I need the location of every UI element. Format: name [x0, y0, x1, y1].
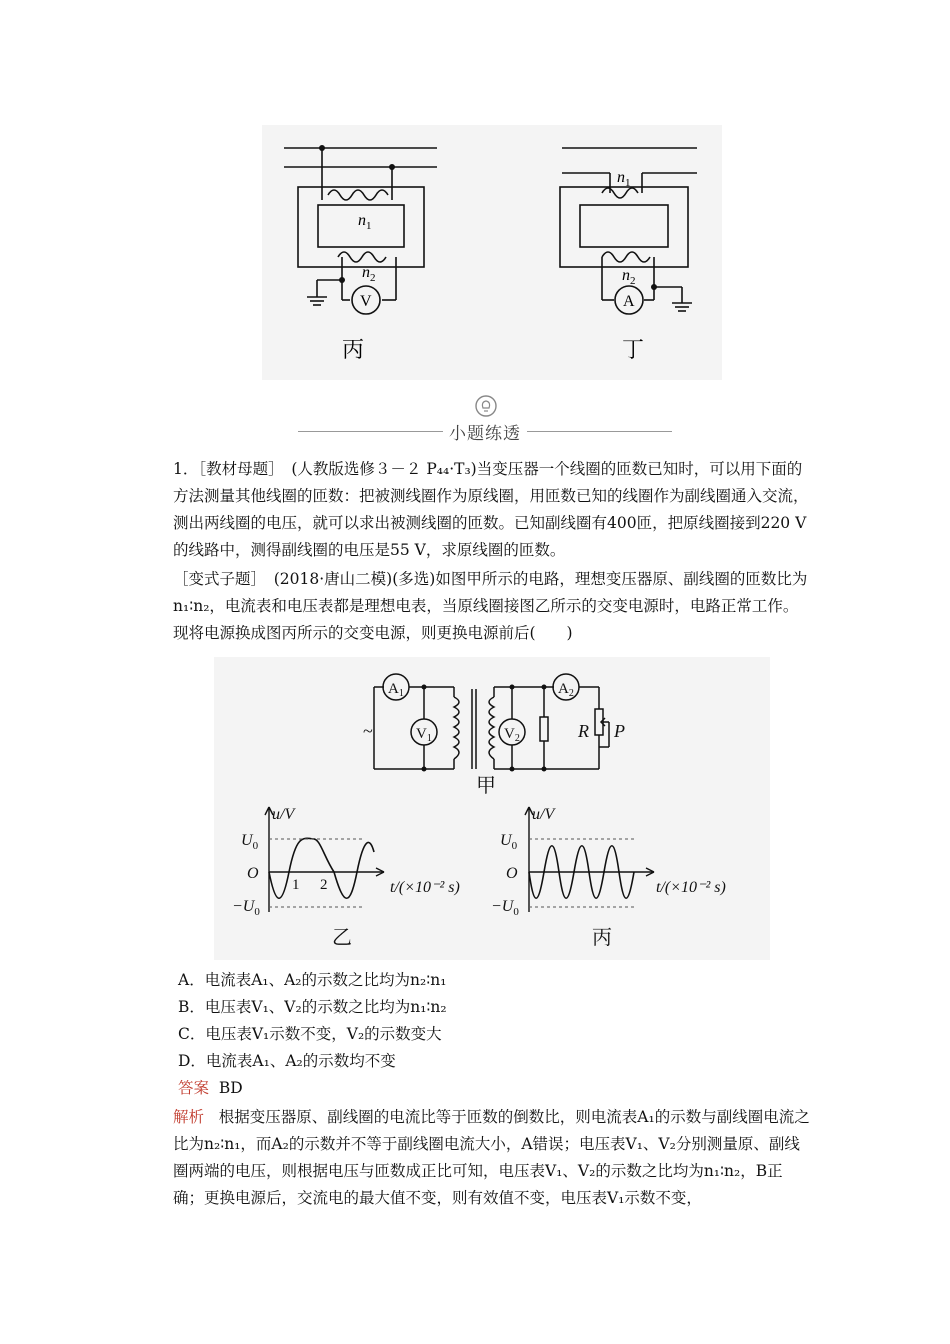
- option-c: C．电压表V₁示数不变，V₂的示数变大: [178, 1025, 442, 1043]
- n1-label-right: $n_1$: [617, 169, 631, 189]
- caption-jia: 甲: [476, 775, 496, 797]
- n1-label-left: $n_1$: [358, 212, 372, 232]
- ammeter-a1-label: $A_1$: [388, 681, 404, 699]
- ac-source-symbol: ~: [363, 721, 373, 741]
- neg-u0-label-yi: $-U_0$: [232, 898, 260, 918]
- u0-label-yi: $U_0$: [241, 832, 259, 852]
- analysis-text: 根据变压器原、副线圈的电流比等于匝数的倒数比，则电流表A₁的示数与副线圈电流之比为n₂∶n₁，而A₂的示数并不等于副线圈电流大小，A错误；电压表V₁、V₂分别测量原、副线圈两端的电压，则根据电压与匝数成正比可知，电压表V₁、V₂的示数之比均为n₁∶n₂，B正确；更换电源后，交流电的最大值不变，则有效值不变，电压表V₁示数不变，: [173, 1108, 810, 1207]
- option-a: A．电流表A₁、A₂的示数之比均为n₂∶n₁: [178, 971, 447, 989]
- tick-2-yi: 2: [320, 877, 328, 893]
- option-b: B．电压表V₁、V₂的示数之比均为n₁∶n₂: [178, 998, 447, 1016]
- u-axis-label-bing: u/V: [532, 806, 555, 823]
- origin-label-yi: O: [247, 865, 259, 882]
- analysis-label: 解析: [173, 1108, 205, 1126]
- caption-bing-mid: 丙: [592, 927, 612, 949]
- ammeter-a2-label: $A_2$: [558, 681, 574, 699]
- origin-label-bing: O: [506, 865, 518, 882]
- tick-1-yi: 1: [292, 877, 300, 893]
- section-line-left: [298, 431, 443, 432]
- question-1: 1．［教材母题］ (人教版选修３－２ P₄₄·T₃)当变压器一个线圈的匝数已知时，可以用下面的方法测量其他线圈的匝数：把被测线圈作为原线圈，用匝数已知的线圈作为副线圈通入交流，测出两线圈的电压，就可以求出被测线圈的匝数。已知副线圈有400匝，把原线圈接到220 V的线路中，测得副线圈的电压是55 V，求原线圈的匝数。: [173, 460, 809, 559]
- n2-label-left: $n_2$: [362, 264, 376, 284]
- answer-label: 答案: [178, 1079, 210, 1097]
- ammeter-label: A: [623, 293, 635, 310]
- question-2: ［变式子题］ (2018·唐山二模)(多选)如图甲所示的电路，理想变压器原、副线圈的匝数比为n₁∶n₂，电流表和电压表都是理想电表，当原线圈接图乙所示的交变电源时，电路正常工作。现将电源换成图丙所示的交变电源，则更换电源前后( ): [173, 570, 808, 642]
- u0-label-bing: $U_0$: [500, 832, 518, 852]
- section-title: 小题练透: [449, 424, 521, 444]
- caption-yi: 乙: [332, 927, 352, 949]
- transformer-diagrams: [262, 125, 722, 380]
- resistor-r-label: R: [578, 721, 589, 741]
- n2-label-right: $n_2$: [622, 267, 636, 287]
- option-d: D．电流表A₁、A₂的示数均不变: [178, 1052, 396, 1070]
- t-axis-label-bing: t/(×10⁻² s): [656, 879, 726, 896]
- slider-p-label: P: [614, 721, 625, 741]
- analysis: [173, 1104, 813, 1212]
- t-axis-label-yi: t/(×10⁻² s): [390, 879, 460, 896]
- voltmeter-v2-label: $V_2$: [504, 726, 520, 744]
- caption-bing-top: 丙: [342, 338, 365, 363]
- voltmeter-v1-label: $V_1$: [416, 726, 432, 744]
- section-line-right: [527, 431, 672, 432]
- caption-ding: 丁: [622, 338, 645, 363]
- neg-u0-label-bing: $-U_0$: [491, 898, 519, 918]
- u-axis-label-yi: u/V: [272, 806, 295, 823]
- circuit-and-waveforms: [214, 657, 770, 960]
- answer-line: [178, 1076, 243, 1100]
- voltmeter-label: V: [360, 293, 372, 310]
- answer-value: BD: [218, 1079, 243, 1097]
- bulb-icon: [474, 394, 498, 418]
